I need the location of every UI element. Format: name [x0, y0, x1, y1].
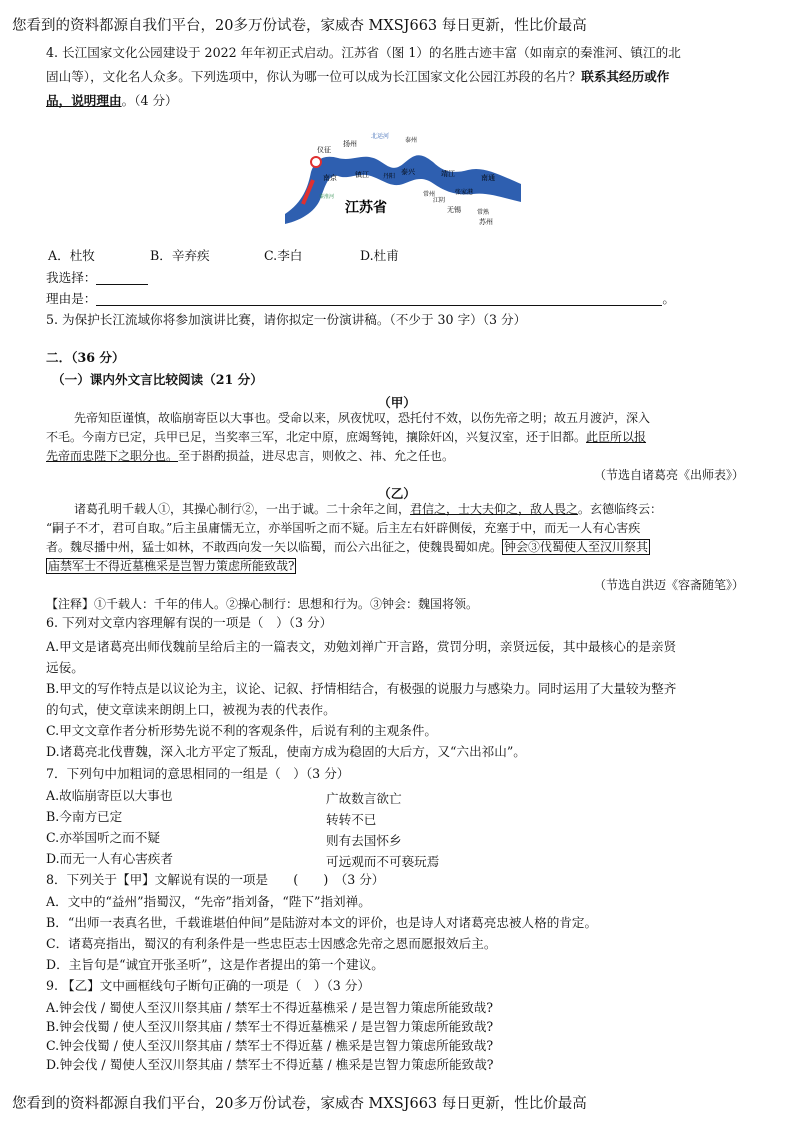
- q7-left-b: B.今南方已定: [46, 809, 123, 824]
- yi-title: （乙）: [378, 486, 416, 501]
- q7-right-c: 则有去国怀乡: [326, 833, 402, 848]
- q4-option-a: A．杜牧: [48, 248, 95, 263]
- annotation-note: 【注释】①千载人：千年的伟人。②操心制行：思想和行为。③钟会：魏国将领。: [46, 597, 479, 611]
- map-city-zhenjiang: 镇江: [355, 171, 369, 179]
- q9-line: A.钟会伐 / 蜀使人至汉川祭其庙 / 禁军士不得近墓樵采 / 是岂智力策虑所能致哉?: [46, 1000, 494, 1015]
- q9-line: B.钟会伐蜀 / 使人至汉川祭其庙 / 禁军士不得近墓樵采 / 是岂智力策虑所能致哉?: [46, 1019, 494, 1034]
- q9-line: C.钟会伐蜀 / 使人至汉川祭其庙 / 禁军士不得近墓 / 樵采是岂智力策虑所能致哉?: [46, 1038, 494, 1053]
- jia-line1: 先帝知臣谨慎，故临崩寄臣以大事也。受命以来，夙夜忧叹，恐托付不效，以伤先帝之明；故五月渡泸，深入: [74, 411, 651, 425]
- q4-line1: 4. 长江国家文化公园建设于 2022 年年初正式启动。江苏省（图 1）的名胜古迹丰富（如南京的秦淮河、镇江的北: [46, 45, 681, 60]
- yi-line3: 者。魏尽播中州，猛士如林，不敢西向发一矢以临蜀，而公六出征之，使魏畏蜀如虎。 钟会③伐蜀使人至汉川祭其: [46, 540, 649, 554]
- jia-line2: 不毛。今南方已定，兵甲已足，当奖率三军，北定中原，庶竭驽钝，攘除奸凶，兴复汉室，还于旧都。此臣所以报: [46, 430, 647, 444]
- q4-choice-blank[interactable]: [96, 272, 148, 285]
- page-footer: 您看到的资料都源自我们平台，20多万份试卷，家威杏 MXSJ663 每日更新，性比价最高: [12, 1096, 587, 1112]
- q6-line: D.诸葛亮北伐曹魏，深入北方平定了叛乱，使南方成为稳固的大后方，又“六出祁山”。: [46, 744, 526, 759]
- map-label-qinhuai: 秦淮河: [319, 194, 335, 200]
- jia-title: （甲）: [378, 395, 416, 410]
- q7-right-b: 转转不已: [326, 812, 377, 827]
- page-header: 您看到的资料都源自我们平台，20多万份试卷，家威杏 MXSJ663 每日更新，性比价最高: [12, 18, 587, 34]
- jia-line3: 先帝而忠陛下之职分也。至于斟酌损益，进尽忠言，则攸之、祎、允之任也。: [46, 449, 455, 463]
- q4-option-d: D.杜甫: [360, 248, 399, 263]
- q4-reason-line: 理由是： 。: [46, 291, 675, 306]
- q6-line: B.甲文的写作特点是以议论为主，议论、记叙、抒情相结合，有极强的说服力与感染力。同时运用了大量较为整齐: [46, 681, 677, 696]
- q8-stem: 8．下列关于【甲】文解说有误的一项是 ( ) （3 分）: [46, 872, 385, 887]
- q5-stem: 5. 为保护长江流域你将参加演讲比赛，请你拟定一份演讲稿。（不少于 30 字）（3 分）: [46, 312, 527, 327]
- q8-line: C．诸葛亮指出，蜀汉的有利条件是一些忠臣志士因感念先帝之恩而愿报效后主。: [46, 936, 497, 951]
- q7-left-a: A.故临崩寄臣以大事也: [46, 788, 173, 803]
- yi-line1: 诸葛孔明千载人①，其操心制行②，一出于诚。二十余年之间，君信之，士大夫仰之，敌人畏之。玄德临终云：: [74, 502, 663, 516]
- q4-line2: 固山等），文化名人众多。下列选项中，你认为哪一位可以成为长江国家文化公园江苏段的名片？联系其经历或作: [46, 69, 670, 84]
- yi-source: （节选自洪迈《容斋随笔》）: [593, 578, 744, 592]
- map-province-label: 江苏省: [345, 200, 387, 216]
- map-city-changzhou: 常州: [423, 191, 436, 198]
- q7-left-c: C.亦举国听之而不疑: [46, 830, 160, 845]
- map-label-canal: 北运河: [371, 133, 390, 140]
- q9-stem: 9. 【乙】文中画框线句子断句正确的一项是（ ）（3 分）: [46, 978, 370, 993]
- section2-subtitle: （一）课内外文言比较阅读（21 分）: [52, 372, 263, 387]
- q4-reason-blank[interactable]: [96, 293, 662, 306]
- map-city-jiangyin: 江阴: [433, 197, 446, 204]
- section2-title: 二．（36 分）: [46, 350, 125, 365]
- map-city-taizhou: 泰州: [405, 137, 418, 144]
- q6-stem: 6. 下列对文章内容理解有误的一项是（ ）（3 分）: [46, 615, 333, 630]
- map-city-yangzhou: 扬州: [343, 140, 357, 148]
- map-city-taixing: 泰兴: [401, 168, 415, 176]
- q7-stem: 7．下列句中加粗词的意思相同的一组是（ ）（3 分）: [46, 766, 350, 781]
- map-city-wuxi: 无锡: [447, 206, 461, 214]
- yi-line4: 庙禁军士不得近墓樵采是岂智力策虑所能致哉?: [48, 559, 295, 573]
- q8-line: B．“出师一表真名世，千载谁堪伯仲间”是陆游对本文的评价，也是诗人对诸葛亮忠被人格的肯定。: [46, 915, 598, 930]
- q4-choice-line: 我选择：: [46, 270, 148, 286]
- q4-line3: 品，说明理由。（4 分）: [46, 93, 178, 108]
- q7-left-d: D.而无一人有心害疾者: [46, 851, 173, 866]
- q6-line: 的句式，使文章读来朗朗上口，被视为表的代表作。: [46, 702, 336, 717]
- jia-source: （节选自诸葛亮《出师表》）: [593, 468, 744, 482]
- q8-line: D．主旨句是“诚宜开张圣听”，这是作者提出的第一个建议。: [46, 957, 384, 972]
- map-city-danyang: 丹阳: [383, 173, 396, 180]
- map-city-nanjing: 南京: [323, 174, 337, 182]
- map-city-yizheng: 仪征: [317, 146, 331, 154]
- jiangsu-map-figure: [283, 132, 523, 230]
- map-city-nantong: 南通: [481, 174, 495, 182]
- map-city-zhangjiagang: 张家港: [455, 189, 474, 196]
- q6-line: 远佞。: [46, 660, 84, 675]
- q8-line: A．文中的“益州”指蜀汉，“先帝”指刘备，“陛下”指刘禅。: [46, 894, 371, 909]
- q9-line: D.钟会伐 / 蜀使人至汉川祭其庙 / 禁军士不得近墓 / 樵采是岂智力策虑所能致哉?: [46, 1057, 494, 1072]
- q4-option-b: B．辛弃疾: [150, 248, 210, 263]
- map-city-suzhou: 苏州: [479, 218, 493, 226]
- q7-right-d: 可远观而不可亵玩焉: [326, 854, 440, 869]
- q7-right-a: 广故数言欲亡: [326, 791, 402, 806]
- q6-line: C.甲文文章作者分析形势先说不利的客观条件，后说有利的主观条件。: [46, 723, 438, 738]
- capital-marker-icon: [311, 157, 321, 167]
- yi-line2: “嗣子不才，君可自取。”后主虽庸懦无立，亦举国听之而不疑。后主左右奸辟侧佞，充塞于中，而无一人有心害疾: [46, 521, 641, 535]
- q6-line: A.甲文是诸葛亮出师伐魏前呈给后主的一篇表文，劝勉刘禅广开言路，赏罚分明，亲贤远佞，其中最核心的是亲贤: [46, 639, 677, 654]
- map-city-changshu: 常熟: [477, 209, 490, 216]
- map-city-jingjiang: 靖江: [441, 170, 455, 178]
- q4-option-c: C.李白: [264, 248, 303, 263]
